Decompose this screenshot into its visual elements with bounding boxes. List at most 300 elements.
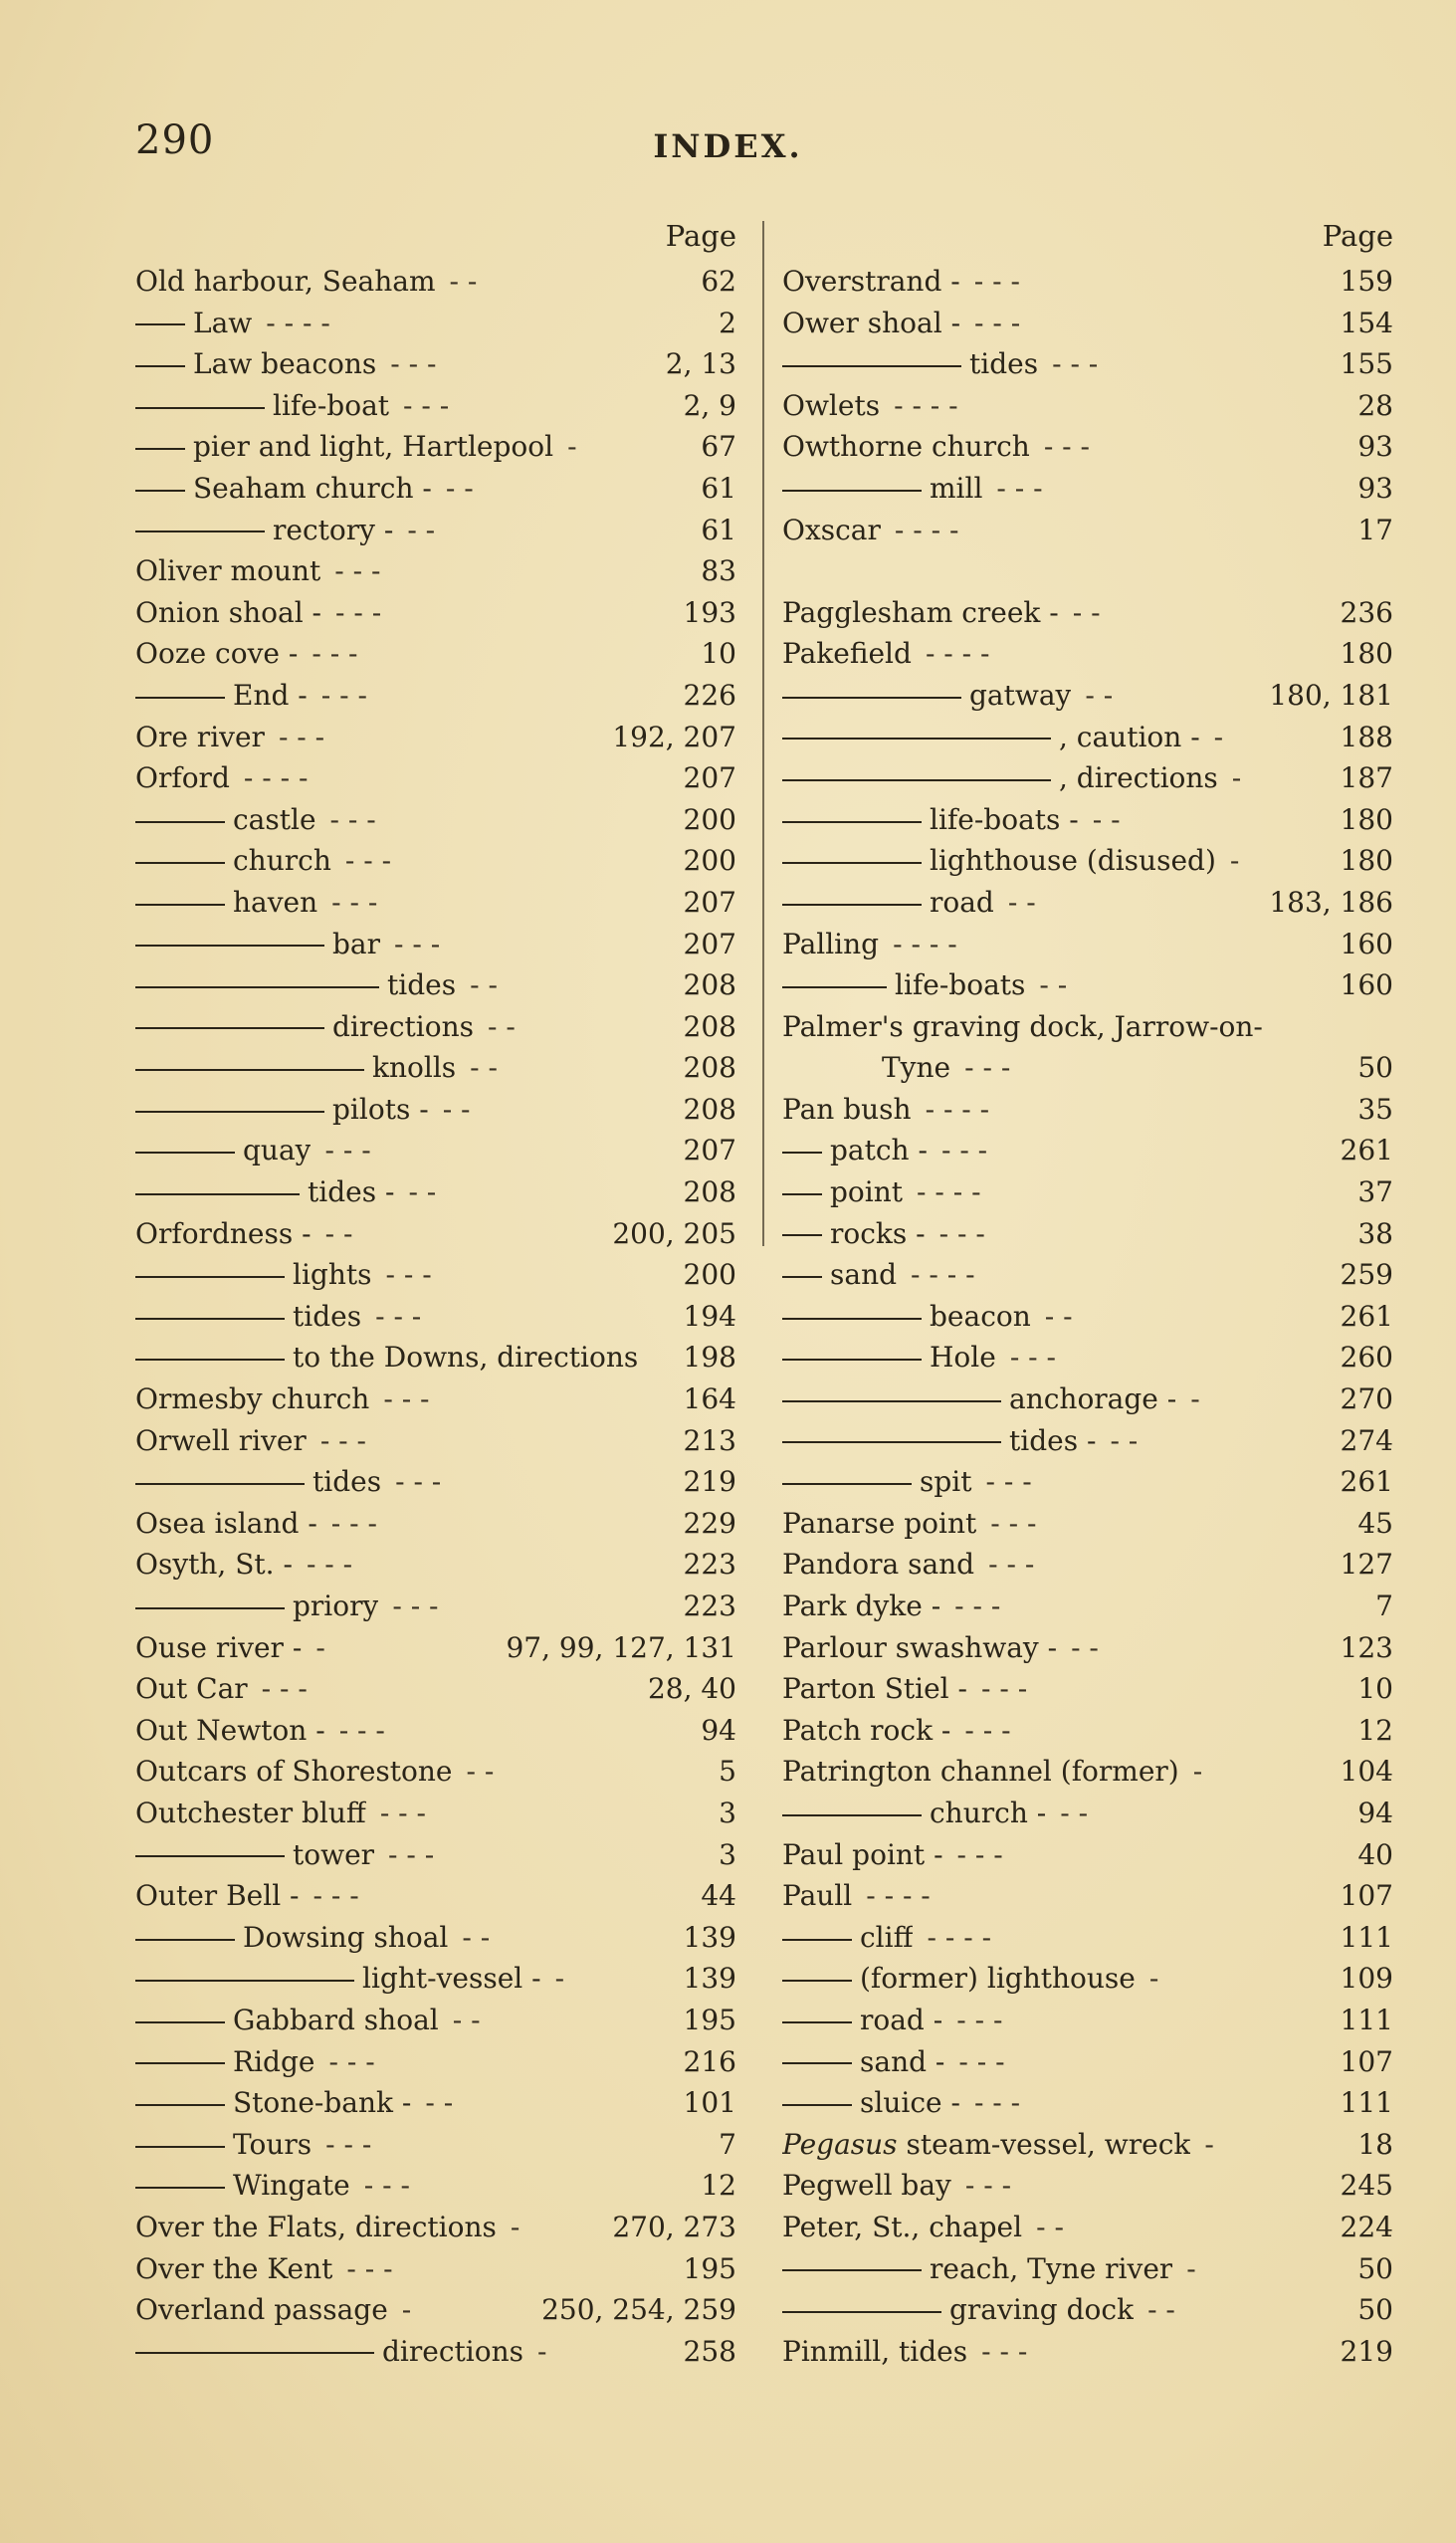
index-entry bbox=[782, 1296, 1399, 1338]
entry-term: Wingate bbox=[233, 2169, 350, 2203]
index-entry bbox=[135, 757, 742, 799]
page-reference: 2, 9 bbox=[683, 388, 736, 422]
page-reference: 226 bbox=[683, 678, 736, 712]
page-reference: 2 bbox=[719, 306, 736, 339]
page-reference: 245 bbox=[1340, 2169, 1393, 2203]
entry-term: Pandora sand bbox=[782, 1548, 975, 1582]
ditto-rule bbox=[782, 1980, 852, 1982]
dash-leader: - bbox=[1204, 2127, 1214, 2161]
ditto-rule bbox=[782, 1276, 822, 1278]
page-reference: 154 bbox=[1340, 306, 1393, 339]
entry-term: gatway bbox=[969, 678, 1072, 712]
ditto-rule bbox=[782, 1483, 912, 1485]
entry-term: Pinmill, tides bbox=[782, 2334, 968, 2368]
dash-leader: - - bbox=[1071, 1630, 1099, 1664]
index-column-left bbox=[135, 219, 742, 2372]
entry-term: anchorage - bbox=[1009, 1382, 1177, 1416]
dash-leader: - - - - bbox=[925, 637, 990, 671]
dash-leader: - bbox=[1213, 720, 1224, 753]
index-entry bbox=[782, 2289, 1399, 2331]
page-reference: 160 bbox=[1340, 968, 1393, 1002]
ditto-rule bbox=[135, 2187, 225, 2189]
dash-leader: - - - bbox=[306, 1548, 353, 1582]
entry-term: directions bbox=[382, 2334, 523, 2368]
entry-term: Oliver mount bbox=[135, 554, 321, 588]
entry-term: church - bbox=[930, 1796, 1047, 1829]
dash-leader: - - bbox=[1007, 885, 1036, 919]
index-entry bbox=[782, 510, 1399, 551]
ditto-rule bbox=[135, 697, 225, 699]
entry-term: Paul point - bbox=[782, 1837, 943, 1871]
index-entry bbox=[782, 1917, 1399, 1959]
index-entry bbox=[782, 1378, 1399, 1420]
page-reference: 192, 207 bbox=[612, 720, 736, 753]
dash-leader: - bbox=[1190, 1382, 1200, 1416]
index-entry bbox=[135, 1378, 742, 1420]
page-reference: 216 bbox=[683, 2044, 736, 2078]
ditto-rule bbox=[135, 530, 265, 532]
ditto-rule bbox=[782, 986, 887, 988]
dash-leader: - - - - bbox=[266, 306, 330, 339]
dash-leader: - bbox=[1192, 1755, 1203, 1789]
ditto-rule bbox=[782, 1939, 852, 1941]
entry-term: Outcars of Shorestone bbox=[135, 1755, 453, 1789]
dash-leader: - - - bbox=[379, 1796, 426, 1829]
dash-leader: - - - bbox=[940, 1134, 988, 1167]
page-reference: 45 bbox=[1357, 1506, 1393, 1540]
page-reference: 200 bbox=[683, 1258, 736, 1292]
page-reference: 194 bbox=[683, 1299, 736, 1333]
dash-leader: - - - - bbox=[925, 1092, 990, 1126]
entry-term: Seaham church - bbox=[193, 471, 432, 505]
page-reference: 111 bbox=[1340, 1920, 1393, 1954]
entry-term: Ower shoal - bbox=[782, 306, 961, 339]
index-entry bbox=[135, 468, 742, 510]
ditto-rule bbox=[782, 821, 922, 823]
dash-leader: - - - bbox=[320, 678, 367, 712]
index-entry bbox=[782, 1089, 1399, 1131]
dash-leader: - bbox=[1231, 761, 1242, 795]
entry-term: Orford bbox=[135, 761, 230, 795]
index-entry bbox=[782, 2331, 1399, 2373]
dash-leader: - - - bbox=[344, 844, 392, 878]
dash-leader: - - - bbox=[312, 1879, 359, 1913]
index-entry bbox=[782, 2165, 1399, 2207]
index-entry bbox=[135, 1544, 742, 1586]
index-entry bbox=[135, 2331, 742, 2373]
entry-term: Osyth, St. - bbox=[135, 1548, 293, 1582]
page-reference: 200 bbox=[683, 844, 736, 878]
dash-leader: - - bbox=[1039, 968, 1068, 1002]
index-entry bbox=[135, 840, 742, 882]
index-entry bbox=[135, 1213, 742, 1255]
ditto-rule bbox=[135, 2146, 225, 2148]
ditto-rule bbox=[782, 1400, 1001, 1402]
index-entry bbox=[135, 1834, 742, 1876]
page-reference: 17 bbox=[1357, 513, 1393, 546]
entry-term: tides - bbox=[308, 1175, 395, 1209]
index-entry bbox=[782, 1254, 1399, 1296]
page-number: 290 bbox=[135, 117, 215, 163]
page-reference: 139 bbox=[683, 1920, 736, 1954]
entry-term: Park dyke - bbox=[782, 1589, 941, 1622]
index-entry bbox=[782, 1213, 1399, 1255]
page-reference: 37 bbox=[1357, 1175, 1393, 1209]
entry-term: Peter, St., chapel bbox=[782, 2210, 1023, 2243]
dash-leader: - - bbox=[1110, 1423, 1139, 1457]
ditto-rule bbox=[135, 862, 225, 864]
ditto-rule bbox=[782, 779, 1051, 781]
dash-leader: - bbox=[1229, 844, 1240, 878]
dash-leader: - - - bbox=[394, 927, 441, 960]
page-reference: 188 bbox=[1340, 720, 1393, 753]
entry-term: Over the Kent bbox=[135, 2251, 333, 2285]
entry-term: tides - bbox=[1009, 1423, 1097, 1457]
entry-term: Oxscar bbox=[782, 513, 881, 546]
index-entry bbox=[782, 964, 1399, 1006]
dash-leader: - - - bbox=[324, 1134, 371, 1167]
ditto-rule bbox=[782, 2021, 852, 2023]
index-entry bbox=[135, 1627, 742, 1669]
dash-leader: - - bbox=[442, 1092, 471, 1126]
entry-term: priory bbox=[293, 1589, 379, 1622]
dash-leader: - - - bbox=[319, 1423, 366, 1457]
page-reference: 213 bbox=[683, 1423, 736, 1457]
page-reference: 155 bbox=[1340, 347, 1393, 381]
page-reference: 180 bbox=[1340, 637, 1393, 671]
index-entry bbox=[782, 1420, 1399, 1462]
index-entry bbox=[782, 2041, 1399, 2083]
page-reference: 258 bbox=[683, 2334, 736, 2368]
dash-leader: - - - - bbox=[866, 1879, 931, 1913]
dash-leader: - - - - bbox=[894, 513, 959, 546]
page-reference: 123 bbox=[1340, 1630, 1393, 1664]
page-reference: 107 bbox=[1340, 1879, 1393, 1913]
dash-leader: - - - bbox=[395, 1465, 442, 1499]
dash-leader: - - - bbox=[328, 2044, 375, 2078]
page-reference: 195 bbox=[683, 2003, 736, 2036]
page-reference: 200 bbox=[683, 802, 736, 836]
index-entry bbox=[782, 1503, 1399, 1545]
entry-term: Pegasus steam-vessel, wreck bbox=[782, 2127, 1191, 2161]
page-reference: 208 bbox=[683, 1051, 736, 1085]
dash-leader: - - - - bbox=[894, 388, 958, 422]
index-column-right bbox=[782, 219, 1399, 2372]
ditto-rule bbox=[135, 821, 225, 823]
index-entry bbox=[135, 717, 742, 758]
entry-term: Overstrand - bbox=[782, 265, 960, 298]
page-reference: 270, 273 bbox=[612, 2210, 736, 2243]
index-entry bbox=[782, 1006, 1399, 1048]
ditto-rule bbox=[135, 2062, 225, 2064]
index-entry bbox=[782, 1668, 1399, 1710]
ditto-rule bbox=[135, 1855, 285, 1857]
page-reference: 50 bbox=[1357, 2251, 1393, 2285]
page-reference: 183, 186 bbox=[1269, 885, 1393, 919]
entry-term: point bbox=[830, 1175, 904, 1209]
entry-term: Out Car bbox=[135, 1672, 248, 1706]
entry-term: tides bbox=[293, 1299, 362, 1333]
entry-term: Panarse point bbox=[782, 1506, 977, 1540]
entry-term: sluice - bbox=[860, 2086, 960, 2120]
index-entry bbox=[135, 1958, 742, 2000]
ditto-rule bbox=[782, 862, 922, 864]
page-reference: 180, 181 bbox=[1269, 678, 1393, 712]
dash-leader: - - - bbox=[964, 2169, 1012, 2203]
entry-term: Palmer's graving dock, Jarrow-on- bbox=[782, 1009, 1263, 1043]
page-reference: 7 bbox=[719, 2127, 736, 2161]
index-entry bbox=[135, 303, 742, 344]
ditto-rule bbox=[135, 323, 185, 325]
index-entry bbox=[782, 550, 1399, 592]
page-reference: 198 bbox=[683, 1341, 736, 1375]
index-entry bbox=[135, 550, 742, 592]
index-entry bbox=[135, 1337, 742, 1378]
dash-leader: - - - - bbox=[911, 1258, 975, 1292]
entry-term: light-vessel - bbox=[362, 1962, 541, 1996]
entry-term: Parton Stiel - bbox=[782, 1672, 967, 1706]
ditto-rule bbox=[135, 2352, 374, 2354]
page-reference: 200, 205 bbox=[612, 1216, 736, 1250]
dash-leader: - - - bbox=[964, 1713, 1011, 1747]
column-heading: Page bbox=[1322, 219, 1393, 253]
index-entry bbox=[782, 675, 1399, 717]
dash-leader: - - bbox=[1036, 2210, 1064, 2243]
dash-leader: - - - bbox=[974, 306, 1021, 339]
entry-term: sand - bbox=[860, 2044, 945, 2078]
entry-term: tides bbox=[312, 1465, 382, 1499]
entry-term: pier and light, Hartlepool bbox=[193, 430, 554, 464]
dash-leader: - - - bbox=[981, 2334, 1028, 2368]
entry-term: , caution - bbox=[1059, 720, 1200, 753]
entry-term: mill bbox=[930, 471, 983, 505]
dash-leader: - - - bbox=[980, 1672, 1028, 1706]
page-reference: 219 bbox=[1340, 2334, 1393, 2368]
page-reference: 18 bbox=[1357, 2127, 1393, 2161]
page-reference: 260 bbox=[1340, 1341, 1393, 1375]
index-entry bbox=[135, 799, 742, 841]
entry-term: rectory - bbox=[273, 513, 394, 546]
dash-leader: - - - bbox=[385, 1258, 432, 1292]
dash-leader: - - - bbox=[329, 802, 376, 836]
index-entry bbox=[782, 468, 1399, 510]
index-entry bbox=[135, 1586, 742, 1627]
page-reference: 28 bbox=[1357, 388, 1393, 422]
entry-term: rocks - bbox=[830, 1216, 926, 1250]
entry-term: life-boat bbox=[273, 388, 390, 422]
entry-term: Over the Flats, directions bbox=[135, 2210, 497, 2243]
ditto-rule bbox=[135, 1027, 324, 1029]
page-reference: 187 bbox=[1340, 761, 1393, 795]
index-entry bbox=[135, 1793, 742, 1834]
entry-term: life-boats bbox=[895, 968, 1026, 1002]
index-entry bbox=[135, 1710, 742, 1752]
index-entry bbox=[782, 882, 1399, 924]
index-entry bbox=[135, 592, 742, 634]
dash-leader: - bbox=[1148, 1962, 1159, 1996]
page-reference: 224 bbox=[1340, 2210, 1393, 2243]
ditto-rule bbox=[782, 904, 922, 906]
page-reference: 193 bbox=[683, 595, 736, 629]
dash-leader: - - - bbox=[330, 1506, 377, 1540]
dash-leader: - - - bbox=[312, 637, 358, 671]
dash-leader: - - bbox=[1092, 802, 1121, 836]
dash-leader: - - - - bbox=[927, 1920, 992, 1954]
index-entry bbox=[782, 1793, 1399, 1834]
index-entry bbox=[135, 1296, 742, 1338]
page-reference: 94 bbox=[701, 1713, 736, 1747]
index-entry bbox=[782, 2124, 1399, 2166]
page-reference: 127 bbox=[1340, 1548, 1393, 1582]
entry-term: Tyne bbox=[882, 1051, 951, 1085]
ditto-rule bbox=[782, 1318, 922, 1320]
page-reference: 261 bbox=[1340, 1299, 1393, 1333]
dash-leader: - - bbox=[425, 2086, 454, 2120]
dash-leader: - bbox=[567, 430, 577, 464]
page-reference: 236 bbox=[1340, 595, 1393, 629]
page-reference: 261 bbox=[1340, 1134, 1393, 1167]
entry-term: End - bbox=[233, 678, 308, 712]
entry-term: Dowsing shoal bbox=[243, 1920, 449, 1954]
entry-term: tides bbox=[969, 347, 1039, 381]
dash-leader: - - bbox=[1147, 2293, 1175, 2327]
index-entry bbox=[135, 2248, 742, 2290]
index-entry bbox=[782, 924, 1399, 965]
entry-term: reach, Tyne river bbox=[930, 2251, 1173, 2285]
index-entry bbox=[135, 385, 742, 427]
dash-leader: - - - bbox=[988, 1548, 1035, 1582]
entry-term: road - bbox=[860, 2003, 943, 2036]
dash-leader: - - - bbox=[1052, 347, 1099, 381]
index-entry bbox=[135, 2082, 742, 2124]
page-reference: 93 bbox=[1357, 471, 1393, 505]
index-entry bbox=[135, 964, 742, 1006]
dash-leader: - - bbox=[466, 1755, 495, 1789]
index-entry bbox=[135, 633, 742, 675]
page-reference: 101 bbox=[683, 2086, 736, 2120]
dash-leader: - - bbox=[452, 2003, 481, 2036]
column-heading: Page bbox=[665, 219, 736, 253]
entry-term: Law bbox=[193, 306, 253, 339]
index-entry bbox=[135, 2041, 742, 2083]
index-entry bbox=[135, 2165, 742, 2207]
index-entry bbox=[135, 2124, 742, 2166]
index-entry bbox=[782, 1586, 1399, 1627]
entry-term: bar bbox=[332, 927, 381, 960]
index-entry bbox=[782, 1958, 1399, 2000]
page-reference: 164 bbox=[683, 1382, 736, 1416]
page-reference: 10 bbox=[701, 637, 736, 671]
entry-term: Overland passage bbox=[135, 2293, 388, 2327]
ditto-rule bbox=[135, 1483, 305, 1485]
entry-term: sand bbox=[830, 1258, 898, 1292]
dash-leader: - - - bbox=[338, 1713, 385, 1747]
entry-term: spit bbox=[920, 1465, 972, 1499]
page-title: INDEX. bbox=[653, 127, 803, 165]
ditto-rule bbox=[782, 738, 1051, 740]
dash-leader: - - bbox=[407, 513, 436, 546]
dash-leader: - - - bbox=[973, 2086, 1021, 2120]
dash-leader: - - - bbox=[388, 1837, 435, 1871]
dash-leader: - - - bbox=[261, 1672, 308, 1706]
index-entry bbox=[135, 1420, 742, 1462]
page-reference: 219 bbox=[683, 1465, 736, 1499]
dash-leader: - - - bbox=[334, 554, 381, 588]
page-reference: 12 bbox=[1357, 1713, 1393, 1747]
dash-leader: - - - bbox=[363, 2169, 410, 2203]
dash-leader: - - - bbox=[938, 1216, 985, 1250]
ditto-rule bbox=[135, 365, 185, 367]
dash-leader: - - bbox=[1044, 1299, 1073, 1333]
dash-leader: - - - bbox=[958, 2044, 1005, 2078]
ditto-rule bbox=[135, 986, 379, 988]
index-entry bbox=[782, 840, 1399, 882]
page-reference: 208 bbox=[683, 1175, 736, 1209]
index-entry bbox=[135, 1668, 742, 1710]
dash-leader: - - bbox=[408, 1175, 437, 1209]
page-reference: 44 bbox=[701, 1879, 736, 1913]
entry-term: quay bbox=[243, 1134, 312, 1167]
entry-term: patch - bbox=[830, 1134, 928, 1167]
entry-term: Gabbard shoal bbox=[233, 2003, 439, 2036]
page-reference: 83 bbox=[701, 554, 736, 588]
ditto-rule bbox=[135, 904, 225, 906]
entry-term: Owthorne church bbox=[782, 430, 1030, 464]
entry-term: , directions bbox=[1059, 761, 1218, 795]
dash-leader: - - - bbox=[390, 347, 437, 381]
dash-leader: - - - bbox=[964, 1051, 1011, 1085]
index-entry bbox=[782, 426, 1399, 468]
ditto-rule bbox=[135, 490, 185, 492]
entry-term: church bbox=[233, 844, 331, 878]
index-entry bbox=[135, 2000, 742, 2041]
dash-leader: - - bbox=[1085, 678, 1114, 712]
page-reference: 207 bbox=[683, 927, 736, 960]
dash-leader: - - bbox=[1060, 1796, 1089, 1829]
dash-leader: - - - bbox=[1009, 1341, 1056, 1375]
ditto-rule bbox=[135, 1276, 285, 1278]
ditto-rule bbox=[782, 1359, 922, 1361]
entry-term: road bbox=[930, 885, 994, 919]
page-reference: 139 bbox=[683, 1962, 736, 1996]
page-reference: 109 bbox=[1340, 1962, 1393, 1996]
index-entry bbox=[135, 2289, 742, 2331]
entry-term: Orfordness - bbox=[135, 1216, 312, 1250]
entry-term: lighthouse (disused) bbox=[930, 844, 1216, 878]
ditto-rule bbox=[782, 697, 961, 699]
entry-term: Palling bbox=[782, 927, 880, 960]
page-reference: 208 bbox=[683, 1092, 736, 1126]
dash-leader: - - - bbox=[1043, 430, 1090, 464]
page-reference: 160 bbox=[1340, 927, 1393, 960]
dash-leader: - - bbox=[445, 471, 474, 505]
index-entry bbox=[782, 633, 1399, 675]
page-reference: 5 bbox=[719, 1755, 736, 1789]
page-reference: 62 bbox=[701, 265, 736, 298]
index-entry bbox=[782, 1875, 1399, 1917]
dash-leader: - - - - bbox=[243, 761, 309, 795]
index-entry bbox=[782, 261, 1399, 303]
entry-term: tides bbox=[387, 968, 457, 1002]
page-reference: 38 bbox=[1357, 1216, 1393, 1250]
page-reference: 111 bbox=[1340, 2086, 1393, 2120]
dash-leader: - bbox=[554, 1962, 565, 1996]
entry-term: life-boats - bbox=[930, 802, 1079, 836]
ditto-rule bbox=[135, 1193, 300, 1195]
dash-leader: - bbox=[1186, 2251, 1196, 2285]
ditto-rule bbox=[782, 2062, 852, 2064]
dash-leader: - - - - bbox=[917, 1175, 981, 1209]
